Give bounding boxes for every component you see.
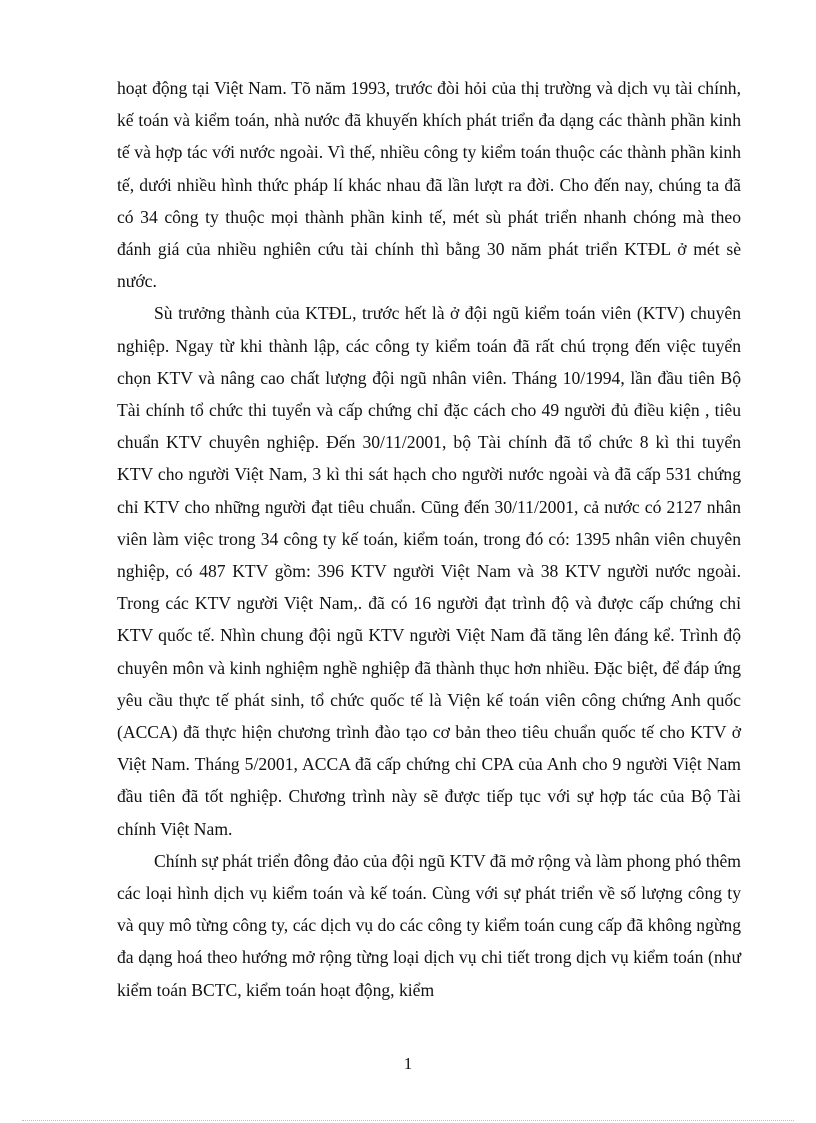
page-bottom-border xyxy=(22,1120,794,1121)
paragraph-3: Chính sự phát triển đông đảo của đội ngũ KTV đã mở rộng và làm phong phó thêm các loại hình dịch vụ kiểm toán và kế toán. Cùng với sự phát triển về số lượng công ty và quy mô từng công ty, các dịch vụ do các công ty kiểm toán cung cấp đã không ngừng đa dạng hoá theo hướng mở rộng từng loại dịch vụ chi tiết trong dịch vụ kiểm toán (như kiểm toán BCTC, kiểm toán hoạt động, kiểm xyxy=(117,850,741,1000)
document-body xyxy=(117,72,741,1006)
paragraph-2: Sù trưởng thành của KTĐL, trước hết là ở đội ngũ kiểm toán viên (KTV) chuyên nghiệp. Ngay từ khi thành lập, các công ty kiểm toán đã rất chú trọng đến việc tuyển chọn KTV và nâng cao chất lượng đội ngũ nhân viên. Tháng 10/1994, lần đầu tiên Bộ Tài chính tổ chức thi tuyển và cấp chứng chỉ đặc cách cho 49 người đủ điều kiện , tiêu chuẩn KTV chuyên nghiệp. Đến 30/11/2001, bộ Tài chính đã tổ chức 8 kì thi tuyển KTV cho người Việt Nam, 3 kì thi sát hạch cho người nước ngoài và đã cấp 531 chứng chỉ KTV cho những người đạt tiêu chuẩn. Cũng đến 30/11/2001, cả nước có 2127 nhân viên làm việc trong 34 công ty kế toán, kiểm toán, trong đó có: 1395 nhân viên chuyên nghiệp, có 487 KTV gồm: 396 KTV người Việt Nam và 38 KTV người nước ngoài. Trong các KTV người Việt Nam,. đã có 16 người đạt trình độ và được cấp chứng chỉ KTV quốc tế. Nhìn chung đội ngũ KTV người Việt Nam đã tăng lên đáng kể. Trình độ chuyên môn và kinh nghiệm nghề nghiệp đã thành thục hơn nhiều. Đặc biệt, để đáp ứng yêu cầu thực tế phát sinh, tổ chức quốc tế là Viện kế toán viên công chứng Anh quốc (ACCA) đã thực hiện chương trình đào tạo cơ bản theo tiêu chuẩn quốc tế cho KTV ở Việt Nam. Tháng 5/2001, ACCA đã cấp chứng chỉ CPA của Anh cho 9 người Việt Nam đầu tiên đã tốt nghiệp. Chương trình này sẽ được tiếp tục với sự hợp tác của Bộ Tài chính Việt Nam. xyxy=(117,303,741,839)
paragraph-1: hoạt động tại Việt Nam. Tõ năm 1993, trước đòi hỏi của thị trường và dịch vụ tài chính, kế toán và kiểm toán, nhà nước đã khuyến khích phát triển đa dạng các thành phần kinh tế và hợp tác với nước ngoài. Vì thế, nhiều công ty kiểm toán thuộc các thành phần kinh tế, dưới nhiều hình thức pháp lí khác nhau đã lần lượt ra đời. Cho đến nay, chúng ta đã có 34 công ty thuộc mọi thành phần kinh tế, mét sù phát triển nhanh chóng mà theo đánh giá của nhiều nghiên cứu tài chính thì bằng 30 năm phát triển KTĐL ở mét sè nước. xyxy=(117,78,741,292)
page-number: 1 xyxy=(403,1054,413,1073)
